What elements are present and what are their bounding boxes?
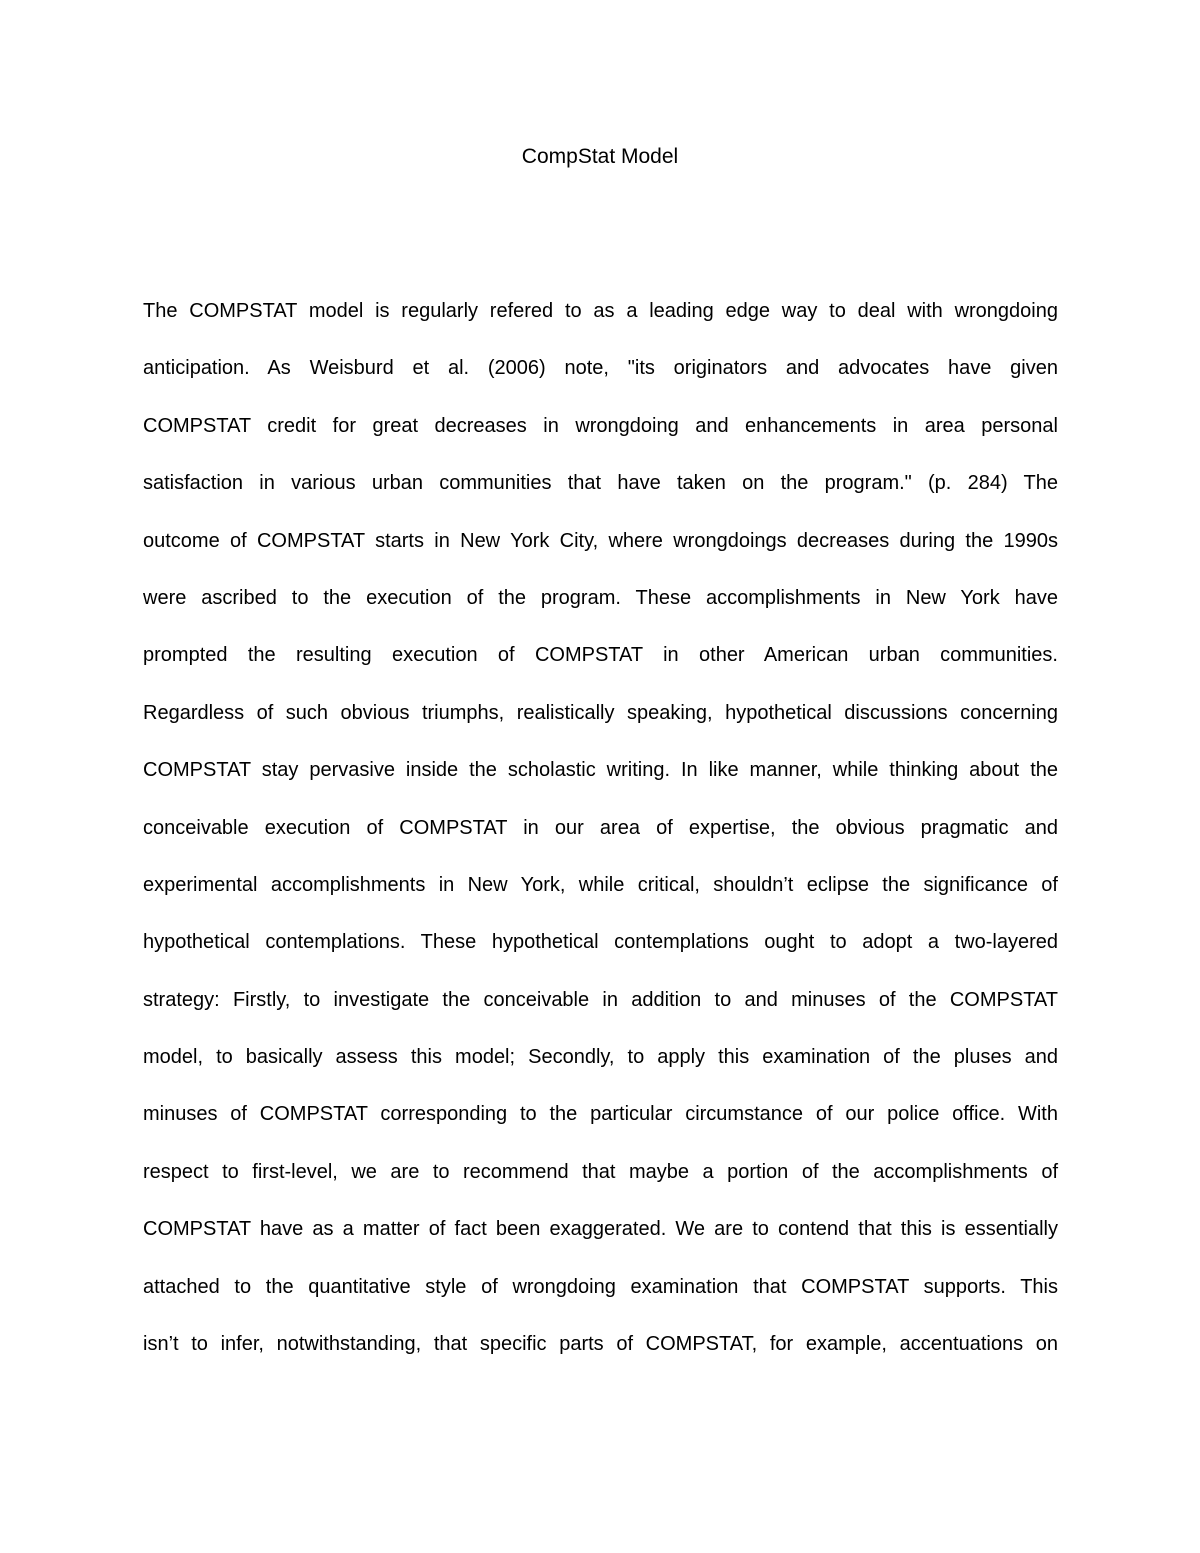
paragraph-line: prompted the resulting execution of COMPSTAT in other American urban communities.	[143, 644, 1058, 667]
paragraph-line: Regardless of such obvious triumphs, realistically speaking, hypothetical discussions concerning	[143, 701, 1058, 724]
body-paragraph	[143, 292, 1058, 1382]
paragraph-line: COMPSTAT credit for great decreases in wrongdoing and enhancements in area personal	[143, 414, 1058, 437]
paragraph-line: model, to basically assess this model; Secondly, to apply this examination of the pluses and	[143, 1046, 1058, 1069]
paragraph-line: The COMPSTAT model is regularly refered to as a leading edge way to deal with wrongdoing	[143, 300, 1058, 322]
paragraph-line: conceivable execution of COMPSTAT in our area of expertise, the obvious pragmatic and	[143, 816, 1058, 839]
paragraph-line: respect to first-level, we are to recommend that maybe a portion of the accomplishments of	[143, 1160, 1058, 1183]
paragraph-line: anticipation. As Weisburd et al. (2006) note, "its originators and advocates have given	[143, 357, 1058, 380]
paragraph-line: satisfaction in various urban communities that have taken on the program." (p. 284) The	[143, 472, 1058, 495]
paragraph-line: were ascribed to the execution of the program. These accomplishments in New York have	[143, 586, 1058, 609]
paragraph-line: outcome of COMPSTAT starts in New York City, where wrongdoings decreases during the 1990s	[143, 529, 1058, 552]
paragraph-line: strategy: Firstly, to investigate the conceivable in addition to and minuses of the COMPSTAT	[143, 988, 1058, 1011]
paragraph-line: hypothetical contemplations. These hypothetical contemplations ought to adopt a two-layered	[143, 931, 1058, 954]
paragraph-line: COMPSTAT stay pervasive inside the scholastic writing. In like manner, while thinking about the	[143, 759, 1058, 782]
document-title: CompStat Model	[521, 145, 679, 168]
paragraph-line: COMPSTAT have as a matter of fact been exaggerated. We are to contend that this is essentially	[143, 1218, 1058, 1241]
paragraph-line: minuses of COMPSTAT corresponding to the particular circumstance of our police office. With	[143, 1103, 1058, 1126]
paragraph-line: attached to the quantitative style of wrongdoing examination that COMPSTAT supports. This	[143, 1275, 1058, 1298]
paragraph-line: experimental accomplishments in New York, while critical, shouldn’t eclipse the significance of	[143, 873, 1058, 896]
paragraph-line: isn’t to infer, notwithstanding, that specific parts of COMPSTAT, for example, accentuations on	[143, 1333, 1058, 1356]
